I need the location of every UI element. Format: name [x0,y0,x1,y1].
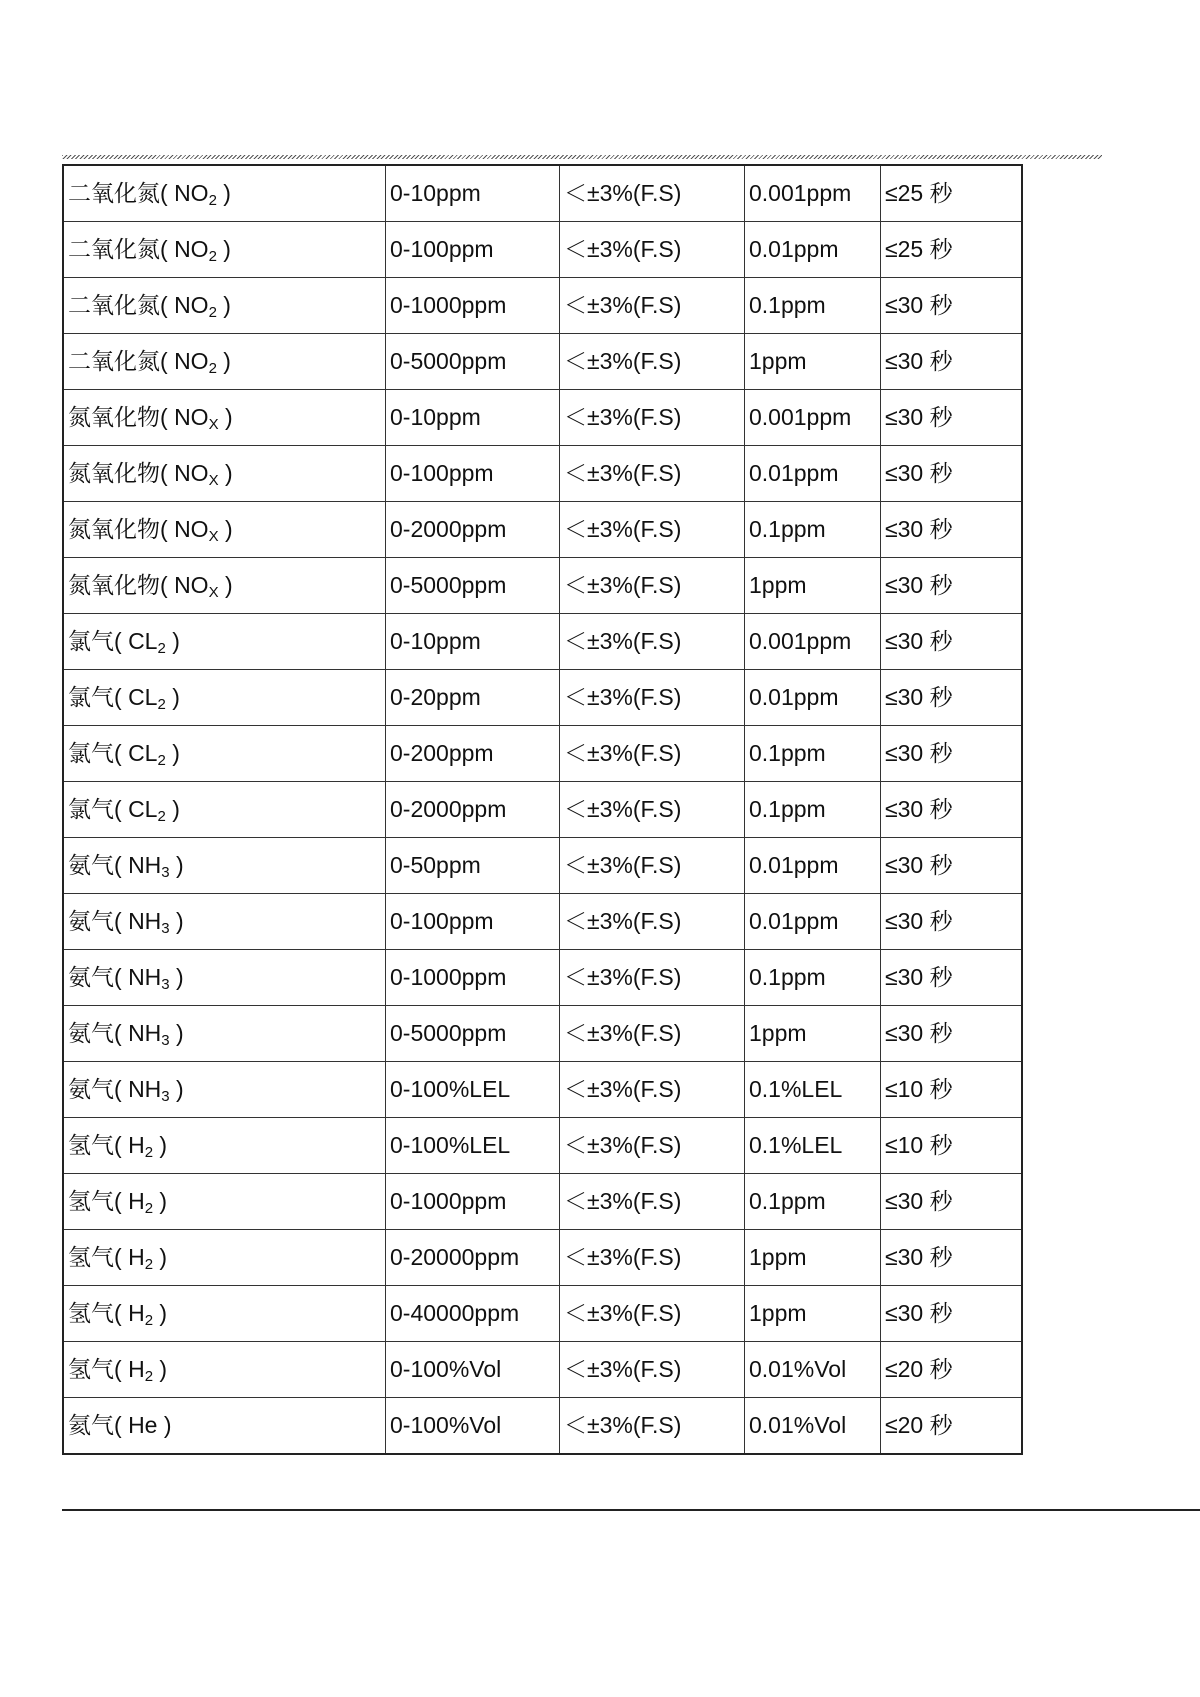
resolution-cell: 0.1%LEL [745,1118,881,1174]
gas-name-cell [63,1006,386,1062]
gas-name: 二氧化氮 [68,236,160,263]
resolution-cell: 0.01ppm [745,838,881,894]
table-row [63,1006,1022,1062]
response-time-cell: ≤25 秒 [881,222,1023,278]
gas-name-cell [63,1230,386,1286]
range-cell: 0-5000ppm [386,558,560,614]
gas-name-cell [63,838,386,894]
gas-formula-subscript: 3 [161,863,170,881]
range-cell: 0-100ppm [386,894,560,950]
accuracy-cell: ＜±3%(F.S) [560,165,745,222]
gas-formula: ( $NO_X$ ) [160,403,233,433]
range-cell: 0-100ppm [386,222,560,278]
response-time-cell: ≤30 秒 [881,558,1023,614]
gas-formula-subscript: 2 [208,191,217,209]
response-time-cell: ≤30 秒 [881,446,1023,502]
resolution-cell: 0.01ppm [745,894,881,950]
resolution-cell: 0.1ppm [745,278,881,334]
gas-name-cell [63,1398,386,1455]
gas-formula-base: CL [128,627,158,654]
resolution-cell: 0.1ppm [745,1174,881,1230]
resolution-cell: 0.1ppm [745,782,881,838]
gas-formula-base: CL [128,683,158,710]
accuracy-cell: ＜±3%(F.S) [560,782,745,838]
bottom-rule [62,1509,1200,1511]
accuracy-cell: ＜±3%(F.S) [560,950,745,1006]
response-time-cell: ≤30 秒 [881,334,1023,390]
resolution-cell: 0.01ppm [745,670,881,726]
gas-formula: ( $NO_2$ ) [160,291,231,321]
gas-formula: ( $NO_2$ ) [160,235,231,265]
response-time-cell: ≤30 秒 [881,838,1023,894]
gas-formula: ( $NO_X$ ) [160,459,233,489]
gas-name-cell [63,1062,386,1118]
gas-formula: ( $NH_3$ ) [114,1075,184,1105]
gas-name: 氮氧化物 [68,516,160,543]
accuracy-cell: ＜±3%(F.S) [560,1286,745,1342]
gas-formula-base: NH [128,1075,162,1102]
response-time-cell: ≤25 秒 [881,165,1023,222]
gas-name-cell [63,614,386,670]
gas-formula-subscript: 2 [144,1143,154,1161]
gas-formula-base: H [128,1187,145,1214]
resolution-cell: 0.01ppm [745,222,881,278]
resolution-cell: 0.01%Vol [745,1398,881,1455]
response-time-cell: ≤30 秒 [881,614,1023,670]
gas-name-cell [63,1342,386,1398]
table-row [63,950,1022,1006]
gas-formula: ( $H_2$ ) [114,1187,168,1217]
gas-name-cell [63,894,386,950]
table-row [63,558,1022,614]
response-time-cell: ≤30 秒 [881,1286,1023,1342]
resolution-cell: 0.01%Vol [745,1342,881,1398]
gas-formula-subscript: 2 [144,1367,154,1385]
resolution-cell: 0.1ppm [745,950,881,1006]
gas-formula-subscript: 2 [157,695,166,713]
range-cell: 0-5000ppm [386,334,560,390]
gas-name-cell [63,446,386,502]
accuracy-cell: ＜±3%(F.S) [560,446,745,502]
gas-name-cell [63,782,386,838]
range-cell: 0-5000ppm [386,1006,560,1062]
gas-formula-subscript: 2 [144,1311,154,1329]
gas-formula-base: NO [174,571,209,598]
resolution-cell: 1ppm [745,334,881,390]
range-cell: 0-40000ppm [386,1286,560,1342]
gas-name-cell [63,278,386,334]
gas-formula-base: NH [128,963,162,990]
gas-name: 氮氧化物 [68,460,160,487]
gas-formula-subscript: 2 [208,247,217,265]
gas-spec-table-body [63,165,1022,1454]
gas-name: 氨气 [68,1076,114,1103]
accuracy-cell: ＜±3%(F.S) [560,1006,745,1062]
table-row [63,165,1022,222]
gas-formula: ( $CL_2$ ) [114,683,180,713]
range-cell: 0-20ppm [386,670,560,726]
gas-name: 氯气 [68,628,114,655]
table-row [63,334,1022,390]
range-cell: 0-1000ppm [386,278,560,334]
gas-formula-base: NO [174,291,209,318]
range-cell: 0-1000ppm [386,950,560,1006]
response-time-cell: ≤20 秒 [881,1398,1023,1455]
gas-name-cell [63,950,386,1006]
gas-formula-subscript: 2 [208,303,217,321]
resolution-cell: 0.001ppm [745,614,881,670]
accuracy-cell: ＜±3%(F.S) [560,726,745,782]
range-cell: 0-10ppm [386,390,560,446]
gas-name: 氯气 [68,684,114,711]
gas-name: 氯气 [68,740,114,767]
gas-formula-base: CL [128,795,158,822]
gas-spec-table [62,164,1023,1455]
gas-formula-subscript: 2 [157,807,166,825]
gas-formula: ( $NO_2$ ) [160,347,231,377]
gas-formula-subscript: X [208,583,219,601]
gas-name: 氢气 [68,1356,114,1383]
range-cell: 0-10ppm [386,614,560,670]
accuracy-cell: ＜±3%(F.S) [560,558,745,614]
gas-formula: ( $H_2$ ) [114,1355,168,1385]
top-hatch-rule [62,155,1102,159]
table-row [63,502,1022,558]
table-row [63,446,1022,502]
table-row [63,1062,1022,1118]
resolution-cell: 1ppm [745,1006,881,1062]
range-cell: 0-2000ppm [386,782,560,838]
resolution-cell: 0.001ppm [745,165,881,222]
gas-formula: ( $NO_X$ ) [160,571,233,601]
response-time-cell: ≤30 秒 [881,1174,1023,1230]
response-time-cell: ≤20 秒 [881,1342,1023,1398]
gas-formula: ( $NH_3$ ) [114,1019,184,1049]
gas-formula: ( $CL_2$ ) [114,795,180,825]
gas-formula-subscript: 2 [144,1255,154,1273]
gas-name: 氮氧化物 [68,572,160,599]
gas-formula: ( $NH_3$ ) [114,907,184,937]
response-time-cell: ≤30 秒 [881,726,1023,782]
gas-name: 氦气 [68,1412,114,1439]
gas-formula-base: NO [174,347,209,374]
table-row [63,1398,1022,1455]
gas-formula: ( $H_2$ ) [114,1299,168,1329]
gas-formula: ( $NH_3$ ) [114,963,184,993]
response-time-cell: ≤30 秒 [881,670,1023,726]
gas-formula-base: NO [174,403,209,430]
range-cell: 0-200ppm [386,726,560,782]
range-cell: 0-1000ppm [386,1174,560,1230]
gas-formula-subscript: 3 [161,919,170,937]
gas-name-cell [63,558,386,614]
gas-name-cell [63,670,386,726]
range-cell: 0-100%Vol [386,1398,560,1455]
gas-formula-base: CL [128,739,158,766]
accuracy-cell: ＜±3%(F.S) [560,1118,745,1174]
gas-name: 氢气 [68,1188,114,1215]
gas-formula-base: H [128,1131,145,1158]
gas-formula-base: H [128,1355,145,1382]
accuracy-cell: ＜±3%(F.S) [560,838,745,894]
gas-name-cell [63,1118,386,1174]
gas-formula: ( $H_2$ ) [114,1131,168,1161]
table-row [63,614,1022,670]
gas-formula-base: NH [128,851,162,878]
resolution-cell: 1ppm [745,1286,881,1342]
resolution-cell: 0.1ppm [745,502,881,558]
accuracy-cell: ＜±3%(F.S) [560,1342,745,1398]
gas-name: 氨气 [68,964,114,991]
response-time-cell: ≤30 秒 [881,1230,1023,1286]
accuracy-cell: ＜±3%(F.S) [560,222,745,278]
accuracy-cell: ＜±3%(F.S) [560,1062,745,1118]
gas-name: 二氧化氮 [68,292,160,319]
gas-formula-subscript: X [208,471,219,489]
accuracy-cell: ＜±3%(F.S) [560,334,745,390]
gas-formula-base: H [128,1243,145,1270]
gas-name: 氨气 [68,908,114,935]
table-row [63,782,1022,838]
range-cell: 0-100ppm [386,446,560,502]
gas-name: 氮氧化物 [68,404,160,431]
gas-formula-base: NO [174,459,209,486]
table-row [63,670,1022,726]
gas-name: 氢气 [68,1300,114,1327]
range-cell: 0-10ppm [386,165,560,222]
accuracy-cell: ＜±3%(F.S) [560,670,745,726]
range-cell: 0-50ppm [386,838,560,894]
accuracy-cell: ＜±3%(F.S) [560,390,745,446]
table-row [63,1286,1022,1342]
gas-name: 氢气 [68,1132,114,1159]
gas-formula: ( $H_2$ ) [114,1243,168,1273]
gas-formula-base: NO [174,235,209,262]
accuracy-cell: ＜±3%(F.S) [560,1230,745,1286]
gas-name: 氢气 [68,1244,114,1271]
accuracy-cell: ＜±3%(F.S) [560,894,745,950]
gas-formula-base: NH [128,907,162,934]
gas-formula-subscript: 3 [161,975,170,993]
gas-name-cell [63,390,386,446]
gas-name-cell [63,222,386,278]
table-row [63,1342,1022,1398]
accuracy-cell: ＜±3%(F.S) [560,614,745,670]
gas-name: 二氧化氮 [68,348,160,375]
table-row [63,838,1022,894]
gas-name-cell [63,334,386,390]
table-row [63,726,1022,782]
gas-formula: ( $NO_2$ ) [160,179,231,209]
response-time-cell: ≤30 秒 [881,1006,1023,1062]
table-row [63,222,1022,278]
response-time-cell: ≤30 秒 [881,950,1023,1006]
gas-formula-subscript: 2 [157,639,166,657]
gas-formula-subscript: 2 [208,359,217,377]
response-time-cell: ≤10 秒 [881,1062,1023,1118]
gas-formula-subscript: 3 [161,1087,170,1105]
resolution-cell: 0.001ppm [745,390,881,446]
resolution-cell: 0.1%LEL [745,1062,881,1118]
table-row [63,894,1022,950]
gas-name-cell [63,502,386,558]
resolution-cell: 1ppm [745,1230,881,1286]
table-row [63,1174,1022,1230]
response-time-cell: ≤30 秒 [881,894,1023,950]
resolution-cell: 0.01ppm [745,446,881,502]
range-cell: 0-20000ppm [386,1230,560,1286]
resolution-cell: 1ppm [745,558,881,614]
gas-name-cell [63,1286,386,1342]
accuracy-cell: ＜±3%(F.S) [560,1174,745,1230]
response-time-cell: ≤30 秒 [881,502,1023,558]
gas-formula-subscript: X [208,527,219,545]
table-row [63,278,1022,334]
gas-formula: ( He ) [114,1411,172,1438]
gas-formula: ( $NH_3$ ) [114,851,184,881]
gas-formula-base: NO [174,179,209,206]
gas-formula-subscript: 3 [161,1031,170,1049]
gas-name-cell [63,1174,386,1230]
gas-name-cell [63,165,386,222]
gas-formula-base: NH [128,1019,162,1046]
gas-name: 氨气 [68,1020,114,1047]
response-time-cell: ≤30 秒 [881,390,1023,446]
gas-formula-subscript: X [208,415,219,433]
response-time-cell: ≤10 秒 [881,1118,1023,1174]
gas-name: 氨气 [68,852,114,879]
gas-name: 氯气 [68,796,114,823]
accuracy-cell: ＜±3%(F.S) [560,502,745,558]
gas-formula: ( $NO_X$ ) [160,515,233,545]
gas-formula-base: He [128,1411,158,1438]
range-cell: 0-100%LEL [386,1062,560,1118]
table-row [63,1230,1022,1286]
resolution-cell: 0.1ppm [745,726,881,782]
response-time-cell: ≤30 秒 [881,782,1023,838]
gas-name: 二氧化氮 [68,180,160,207]
gas-formula: ( $CL_2$ ) [114,627,180,657]
range-cell: 0-2000ppm [386,502,560,558]
range-cell: 0-100%Vol [386,1342,560,1398]
gas-formula-subscript: 2 [144,1199,154,1217]
gas-formula: ( $CL_2$ ) [114,739,180,769]
gas-formula-base: H [128,1299,145,1326]
gas-formula-base: NO [174,515,209,542]
gas-name-cell [63,726,386,782]
table-row [63,390,1022,446]
accuracy-cell: ＜±3%(F.S) [560,278,745,334]
table-row [63,1118,1022,1174]
range-cell: 0-100%LEL [386,1118,560,1174]
gas-formula-subscript: 2 [157,751,166,769]
accuracy-cell: ＜±3%(F.S) [560,1398,745,1455]
response-time-cell: ≤30 秒 [881,278,1023,334]
